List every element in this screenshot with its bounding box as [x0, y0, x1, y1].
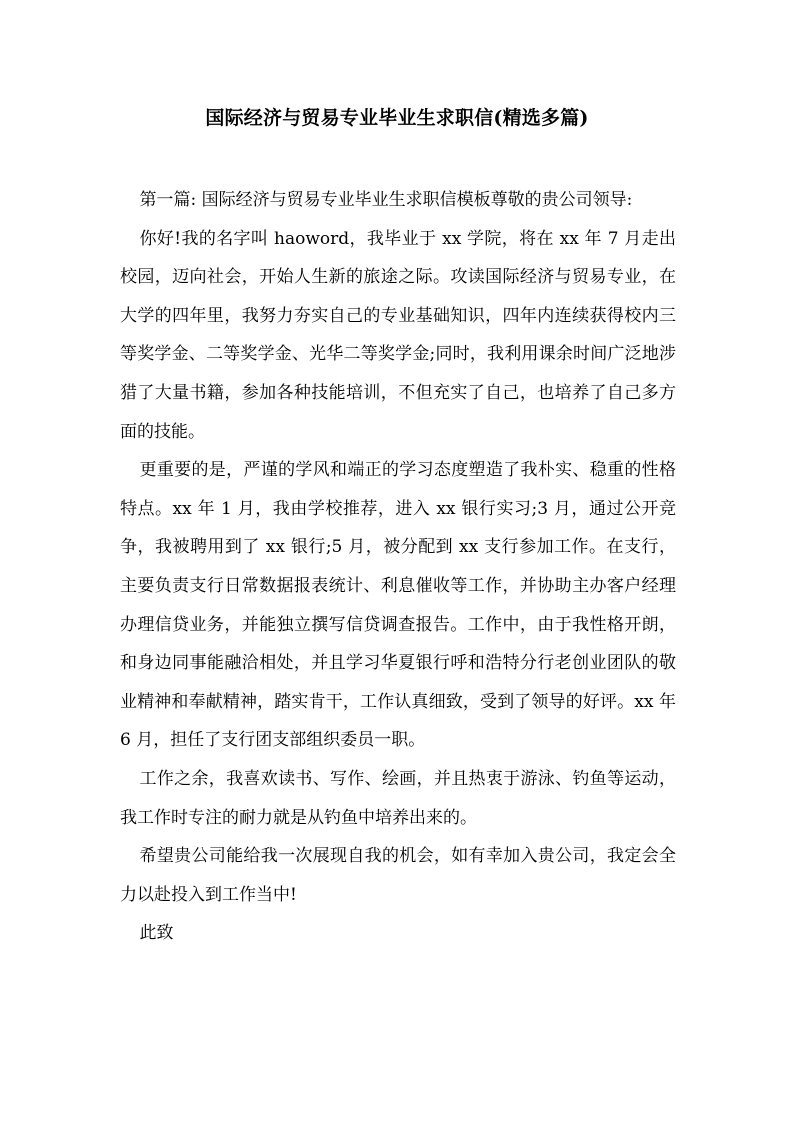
paragraph-introduction: 你好!我的名字叫 haoword，我毕业于 xx 学院，将在 xx 年 7 月走出校园，迈向社会，开始人生新的旅途之际。攻读国际经济与贸易专业，在大学的四年里，我努力夯实自己的专业基础知识，四年内连续获得校内三等奖学金、二等奖学金、光华二等奖学金;同时，我利用课余时间广泛地涉猎了大量书籍，参加各种技能培训，不但充实了自己，也培养了自己多方面的技能。 [120, 228, 676, 442]
paragraph-closing-hope: 希望贵公司能给我一次展现自我的机会，如有幸加入贵公司，我定会全力以赴投入到工作当中! [120, 846, 676, 905]
document-title: 国际经济与贸易专业毕业生求职信(精选多篇) [205, 107, 589, 129]
paragraph-hobbies: 工作之余，我喜欢读书、写作、绘画，并且热衷于游泳、钓鱼等运动，我工作时专注的耐力就是从钓鱼中培养出来的。 [120, 768, 676, 828]
document-body [120, 181, 676, 953]
paragraph-experience: 更重要的是，严谨的学风和端正的学习态度塑造了我朴实、稳重的性格特点。xx 年 1 月，我由学校推荐，进入 xx 银行实习;3 月，通过公开竞争，我被聘用到了 xx 银行;5 月，被分配到 xx 支行参加工作。在支行，主要负责支行日常数据报表统计、利息催收等工作，并协助主办客户经理办理信贷业务，并能独立撰写信贷调查报告。工作中，由于我性格开朗，和身边同事能融洽相处，并且学习华夏银行呼和浩特分行老创业团队的敬业精神和奉献精神，踏实肯干，工作认真细致，受到了领导的好评。xx 年 6 月，担任了支行团支部组织委员一职。 [120, 460, 676, 751]
paragraph-salutation: 此致 [139, 923, 174, 944]
paragraph-heading: 第一篇: 国际经济与贸易专业毕业生求职信模板尊敬的贵公司领导: [139, 190, 633, 210]
